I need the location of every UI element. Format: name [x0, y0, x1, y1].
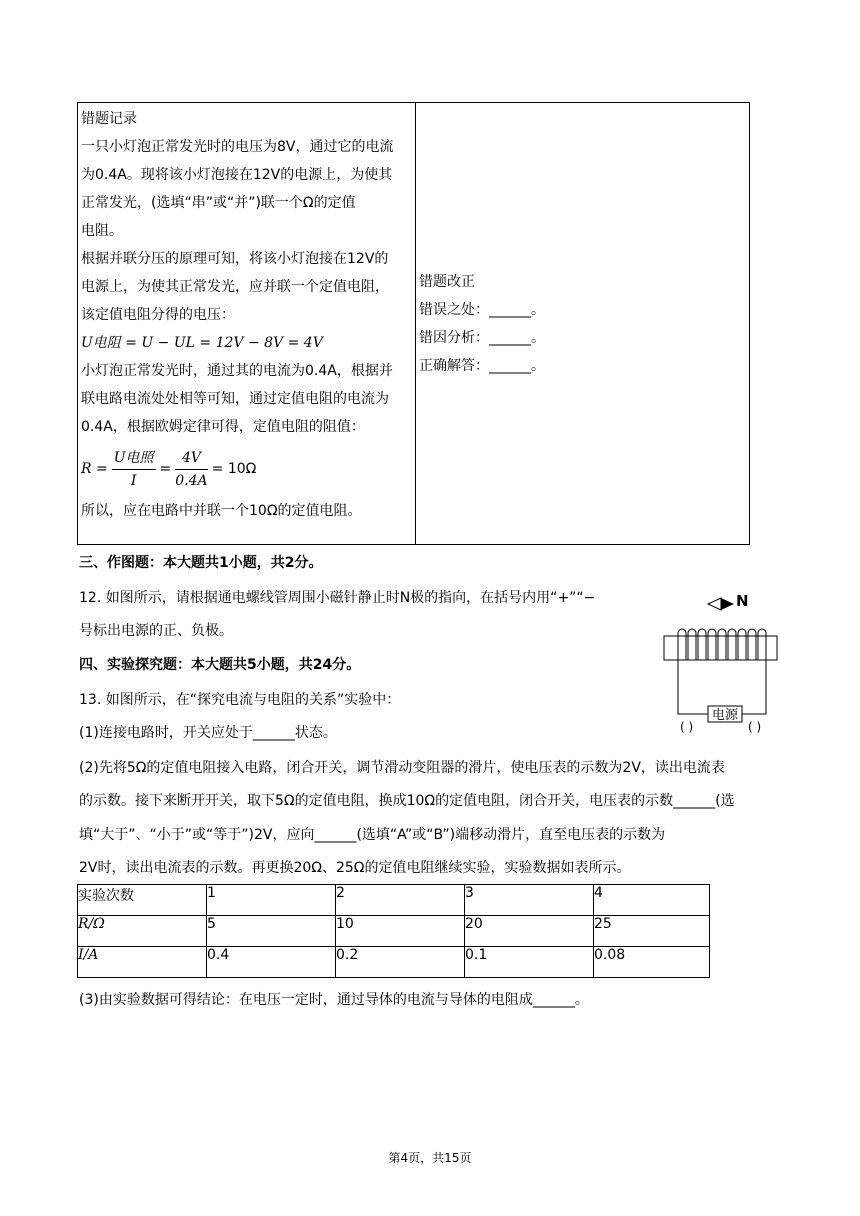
table-row [78, 916, 710, 947]
problem-line: 一只小灯泡正常发光时的电压为8V，通过它的电流 [81, 139, 394, 155]
explanation-line: 联电路电流处处相等可知，通过定值电阻的电流为 [81, 391, 389, 407]
correction-cell [416, 103, 750, 545]
solution-line: 电源上，为使其正常发光，应并联一个定值电阻， [81, 279, 389, 295]
table-cell: 3 [465, 885, 594, 916]
problem-line: 正常发光，(选填“串”或“并”)联一个Ω的定值 [81, 195, 356, 211]
table-cell: 0.2 [336, 947, 465, 978]
resistance-formula [78, 441, 415, 497]
left-bracket: ( ) [680, 720, 694, 734]
north-pole-label: N [736, 592, 749, 610]
table-cell: R/Ω [78, 916, 207, 947]
fraction-numerator: U电照 [112, 447, 156, 470]
table-row [78, 885, 710, 916]
error-record-title: 错题记录 [81, 111, 137, 127]
table-cell: 1 [207, 885, 336, 916]
solution-line: 根据并联分压的原理可知，将该小灯泡接在12V的 [81, 251, 389, 267]
problem-line: 电阻。 [81, 223, 123, 239]
error-record-cell [78, 103, 416, 545]
solution-line: 该定值电阻分得的电压： [81, 307, 235, 323]
formula-result: = 10Ω [211, 461, 257, 477]
question-13-part3: (3)由实验数据可得结论：在电压一定时，通过导体的电流与导体的电阻成______。 [79, 992, 589, 1008]
right-bracket: ( ) [748, 720, 762, 734]
table-cell: 5 [207, 916, 336, 947]
section-heading: 四、实验探究题：本大题共5小题，共24分。 [79, 657, 361, 673]
section-heading: 三、作图题：本大题共1小题，共2分。 [79, 555, 323, 571]
power-source-label: 电源 [711, 708, 739, 723]
problem-line: 为0.4A。现将该小灯泡接在12V的电源上，为使其 [81, 167, 393, 183]
correction-title: 错题改正 [419, 273, 475, 290]
fraction-numerator: 4V [175, 447, 207, 470]
fraction-denominator: 0.4A [175, 472, 208, 489]
conclusion-line: 所以，应在电路中并联一个10Ω的定值电阻。 [81, 503, 362, 519]
fraction-denominator: I [130, 472, 137, 489]
fraction-values [175, 447, 207, 492]
table-cell: 实验次数 [78, 885, 207, 916]
question-12-text: 号标出电源的正、负极。 [79, 623, 233, 639]
table-cell: 0.1 [465, 947, 594, 978]
explanation-line: 小灯泡正常发光时，通过其的电流为0.4A，根据并 [81, 363, 393, 379]
question-12-text: 12. 如图所示，请根据通电螺线管周围小磁针静止时N极的指向，在括号内用“+”“− [79, 590, 596, 606]
correction-line: 正确解答：______。 [419, 357, 545, 374]
compass-needle-icon [708, 598, 734, 610]
error-record-box [77, 102, 750, 545]
fraction-voltage-current [112, 447, 156, 492]
table-cell: 4 [594, 885, 710, 916]
question-13-part2: (2)先将5Ω的定值电阻接入电路，闭合开关，调节滑动变阻器的滑片，使电压表的示数为2V，读出电流表 [79, 760, 725, 776]
question-13-intro: 13. 如图所示，在“探究电流与电阻的关系”实验中： [79, 692, 401, 708]
correction-line: 错误之处：______。 [419, 301, 545, 318]
explanation-line: 0.4A，根据欧姆定律可得，定值电阻的阻值： [81, 419, 365, 435]
correction-line: 错因分析：______。 [419, 329, 545, 346]
table-cell: 0.08 [594, 947, 710, 978]
table-row [78, 947, 710, 978]
question-13-part2: 2V时，读出电流表的示数。再更换20Ω、25Ω的定值电阻继续实验，实验数据如表所示。 [79, 860, 631, 876]
table-cell: 10 [336, 916, 465, 947]
question-13-part1: (1)连接电路时，开关应处于______状态。 [79, 725, 337, 741]
table-cell: I/A [78, 947, 207, 978]
table-cell: 20 [465, 916, 594, 947]
voltage-formula: U电阻 = U − UL = 12V − 8V = 4V [81, 335, 323, 351]
table-cell: 0.4 [207, 947, 336, 978]
table-cell: 25 [594, 916, 710, 947]
page-footer: 第4页，共15页 [388, 1151, 472, 1165]
question-13-part2: 的示数。接下来断开开关，取下5Ω的定值电阻，换成10Ω的定值电阻，闭合开关，电压表的示数______(选 [79, 793, 735, 809]
table-cell: 2 [336, 885, 465, 916]
question-13-part2: 填“大于”、“小于”或“等于”)2V，应向______(选填“A”或“B”)端移动滑片，直至电压表的示数为 [79, 827, 666, 843]
solenoid-figure [660, 586, 785, 736]
experiment-data-table [77, 884, 710, 978]
formula-equals: = [159, 461, 172, 477]
formula-lhs: R = [81, 461, 108, 477]
